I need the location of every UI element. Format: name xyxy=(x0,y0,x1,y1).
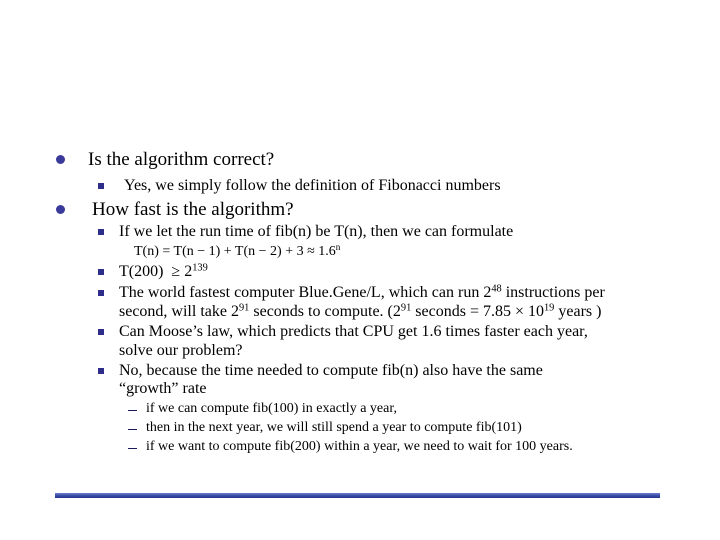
dash-bullet xyxy=(128,429,137,430)
bluegene-text-c: second, will take 2 xyxy=(119,303,239,320)
bluegene-text-e: seconds = 7.85 × 10 xyxy=(411,303,544,320)
bluegene-text-f: years ) xyxy=(554,303,602,320)
sub-bullet-moose-line2: solve our problem? xyxy=(119,342,243,359)
bullet-algorithm-correct: Is the algorithm correct? xyxy=(88,149,275,170)
bullet-dot xyxy=(56,155,65,164)
sub-bullet-t200 xyxy=(119,264,208,280)
sub-bullet-run-time: If we let the run time of fib(n) be T(n), then we can formulate xyxy=(119,223,514,240)
square-bullet xyxy=(98,183,104,189)
sub-bullet-growth-line2: “growth” rate xyxy=(119,380,207,397)
bluegene-text-a: The world fastest computer Blue.Gene/L, which can run 2 xyxy=(119,284,492,301)
dash-bullet xyxy=(128,448,137,449)
square-bullet xyxy=(98,290,104,296)
bluegene-exponent-48: 48 xyxy=(491,283,502,295)
sub-bullet-bluegene-line2 xyxy=(119,304,601,320)
sub-bullet-definition: Yes, we simply follow the definition of Fibonacci numbers xyxy=(124,177,501,194)
dash-item-fib100: if we can compute fib(100) in exactly a year, xyxy=(146,401,397,416)
square-bullet xyxy=(98,269,104,275)
bluegene-text-b: instructions per xyxy=(501,284,605,301)
sub-bullet-bluegene-line1 xyxy=(119,285,605,301)
recurrence-formula xyxy=(134,242,341,259)
square-bullet xyxy=(98,368,104,374)
bluegene-text-d: seconds to compute. (2 xyxy=(249,303,401,320)
bullet-how-fast: How fast is the algorithm? xyxy=(92,199,294,220)
footer-bar xyxy=(55,493,660,498)
recurrence-formula-text: T(n) = T(n − 1) + T(n − 2) + 3 ≈ 1.6 xyxy=(134,244,336,259)
bluegene-exponent-91a: 91 xyxy=(238,302,250,314)
dash-bullet xyxy=(128,410,137,411)
square-bullet xyxy=(98,229,104,235)
dash-item-fib101: then in the next year, we will still spend a year to compute fib(101) xyxy=(146,420,522,435)
bluegene-exponent-91b: 91 xyxy=(400,302,412,314)
t200-exponent: 139 xyxy=(192,262,208,274)
dash-item-fib200: if we want to compute fib(200) within a year, we need to wait for 100 years. xyxy=(146,439,573,454)
bluegene-exponent-19: 19 xyxy=(543,302,555,314)
t200-text: T(200) ≥ 2 xyxy=(119,263,193,280)
square-bullet xyxy=(98,329,104,335)
sub-bullet-moose-line1: Can Moose’s law, which predicts that CPU get 1.6 times faster each year, xyxy=(119,323,588,340)
recurrence-formula-exponent: n xyxy=(335,242,341,252)
sub-bullet-growth-line1: No, because the time needed to compute fib(n) also have the same xyxy=(119,362,543,379)
bullet-dot xyxy=(56,205,65,214)
